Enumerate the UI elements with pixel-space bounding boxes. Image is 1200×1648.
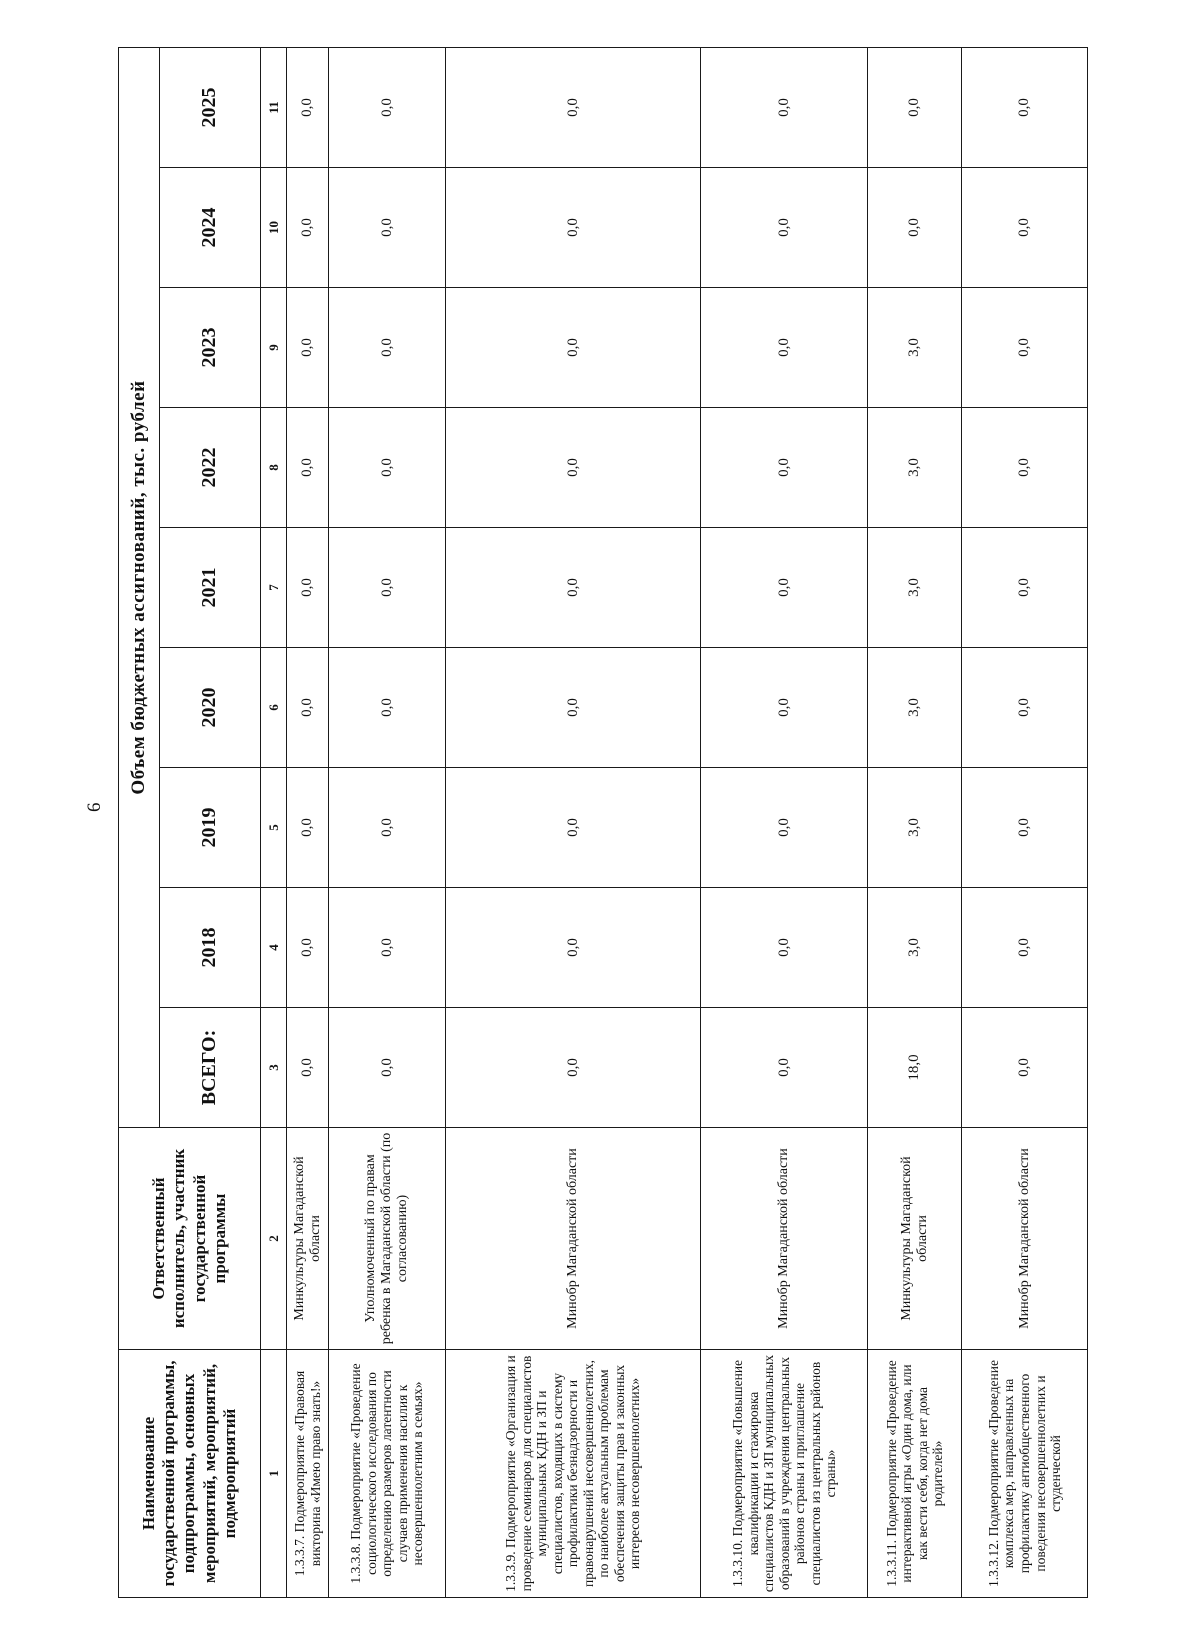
- rotated-table-container: [118, 48, 1088, 1598]
- column-number: 4: [261, 888, 287, 1008]
- table-row: [868, 48, 962, 1598]
- row-value: 3,0: [868, 408, 962, 528]
- row-value: 0,0: [287, 48, 329, 168]
- row-value: 0,0: [446, 48, 701, 168]
- row-total: 0,0: [446, 1008, 701, 1128]
- row-value: 0,0: [287, 888, 329, 1008]
- row-value: 0,0: [329, 768, 446, 888]
- header-row-group: [119, 48, 160, 1598]
- column-number-row: [261, 48, 287, 1598]
- row-executor: Уполномоченный по правам ребенка в Магаданской области (по согласованию): [329, 1128, 446, 1350]
- table-row: [287, 48, 329, 1598]
- header-year: 2023: [159, 288, 260, 408]
- row-name: 1.3.3.12. Подмероприятие «Проведение комплекса мер, направленных на профилактику антиобщественного поведения несовершеннолетних и студенческой: [962, 1350, 1088, 1598]
- row-value: 0,0: [329, 288, 446, 408]
- table-row: [962, 48, 1088, 1598]
- table-row: [329, 48, 446, 1598]
- row-value: 3,0: [868, 768, 962, 888]
- row-value: 0,0: [329, 648, 446, 768]
- column-number: 9: [261, 288, 287, 408]
- header-budget-group: Объем бюджетных ассигнований, тыс. рублей: [119, 48, 160, 1128]
- row-executor: Минкультуры Магаданской области: [287, 1128, 329, 1350]
- header-executor: Ответственный исполнитель, участник государственной программы: [119, 1128, 261, 1350]
- row-value: 0,0: [446, 528, 701, 648]
- row-value: 3,0: [868, 528, 962, 648]
- column-number: 11: [261, 48, 287, 168]
- column-number: 8: [261, 408, 287, 528]
- row-executor: Минобр Магаданской области: [446, 1128, 701, 1350]
- row-value: 0,0: [287, 768, 329, 888]
- row-value: 0,0: [329, 168, 446, 288]
- row-value: 0,0: [446, 168, 701, 288]
- row-value: 0,0: [701, 768, 868, 888]
- row-total: 0,0: [287, 1008, 329, 1128]
- row-value: 0,0: [868, 168, 962, 288]
- row-value: 0,0: [701, 528, 868, 648]
- row-value: 3,0: [868, 288, 962, 408]
- column-number: 10: [261, 168, 287, 288]
- header-year: 2019: [159, 768, 260, 888]
- row-value: 0,0: [287, 528, 329, 648]
- header-year: 2018: [159, 888, 260, 1008]
- header-year: 2021: [159, 528, 260, 648]
- row-value: 0,0: [962, 288, 1088, 408]
- row-value: 0,0: [329, 408, 446, 528]
- row-value: 0,0: [962, 888, 1088, 1008]
- column-number: 6: [261, 648, 287, 768]
- budget-table: [118, 47, 1088, 1598]
- header-year: 2025: [159, 48, 260, 168]
- column-number: 2: [261, 1128, 287, 1350]
- column-number: 3: [261, 1008, 287, 1128]
- row-value: 0,0: [962, 408, 1088, 528]
- row-value: 0,0: [962, 768, 1088, 888]
- row-name: 1.3.3.7. Подмероприятие «Правовая викторина «Имею право знать!»: [287, 1350, 329, 1598]
- table-row: [701, 48, 868, 1598]
- row-executor: Минобр Магаданской области: [701, 1128, 868, 1350]
- row-value: 0,0: [701, 408, 868, 528]
- header-year: 2024: [159, 168, 260, 288]
- column-number: 1: [261, 1350, 287, 1598]
- column-number: 5: [261, 768, 287, 888]
- row-value: 0,0: [701, 48, 868, 168]
- row-total: 0,0: [701, 1008, 868, 1128]
- row-value: 3,0: [868, 648, 962, 768]
- column-number: 7: [261, 528, 287, 648]
- page-number: 6: [84, 802, 105, 812]
- header-year: 2022: [159, 408, 260, 528]
- row-value: 0,0: [329, 888, 446, 1008]
- row-name: 1.3.3.9. Подмероприятие «Организация и проведение семинаров для специалистов муниципальных КДН и ЗП и специалистов, входящих в систему профилактики безнадзорности и правонарушений несовершеннолетних, по наиболее актуальным проблемам обеспечения защиты прав и законных интересов несовершеннолетних»: [446, 1350, 701, 1598]
- row-value: 0,0: [701, 888, 868, 1008]
- row-total: 18,0: [868, 1008, 962, 1128]
- row-executor: Минкультуры Магаданской области: [868, 1128, 962, 1350]
- row-value: 0,0: [329, 528, 446, 648]
- header-total: ВСЕГО:: [159, 1008, 260, 1128]
- row-name: 1.3.3.11. Подмероприятие «Проведение интерактивной игры «Один дома, или как вести себя, когда нет дома родителей»: [868, 1350, 962, 1598]
- row-value: 0,0: [446, 888, 701, 1008]
- header-year: 2020: [159, 648, 260, 768]
- row-value: 0,0: [287, 288, 329, 408]
- row-value: 0,0: [962, 48, 1088, 168]
- row-total: 0,0: [962, 1008, 1088, 1128]
- row-name: 1.3.3.8. Подмероприятие «Проведение социологического исследования по определению размеров латентности случаев применения насилия к несовершеннолетним в семьях»: [329, 1350, 446, 1598]
- row-value: 0,0: [962, 168, 1088, 288]
- row-total: 0,0: [329, 1008, 446, 1128]
- row-value: 0,0: [287, 408, 329, 528]
- header-name: Наименование государственной программы, подпрограммы, основных мероприятий, мероприятий, подмероприятий: [119, 1350, 261, 1598]
- row-value: 0,0: [446, 768, 701, 888]
- row-value: 3,0: [868, 888, 962, 1008]
- row-value: 0,0: [446, 288, 701, 408]
- row-value: 0,0: [329, 48, 446, 168]
- row-value: 0,0: [701, 168, 868, 288]
- row-value: 0,0: [446, 648, 701, 768]
- row-value: 0,0: [962, 528, 1088, 648]
- row-value: 0,0: [287, 168, 329, 288]
- row-value: 0,0: [701, 288, 868, 408]
- row-name: 1.3.3.10. Подмероприятие «Повышение квалификации и стажировка специалистов КДН и ЗП муниципальных образований в учреждения центральных районов страны и приглашение специалистов из центральных районов страны»: [701, 1350, 868, 1598]
- row-value: 0,0: [287, 648, 329, 768]
- table-row: [446, 48, 701, 1598]
- row-value: 0,0: [701, 648, 868, 768]
- row-value: 0,0: [868, 48, 962, 168]
- row-value: 0,0: [962, 648, 1088, 768]
- row-executor: Минобр Магаданской области: [962, 1128, 1088, 1350]
- row-value: 0,0: [446, 408, 701, 528]
